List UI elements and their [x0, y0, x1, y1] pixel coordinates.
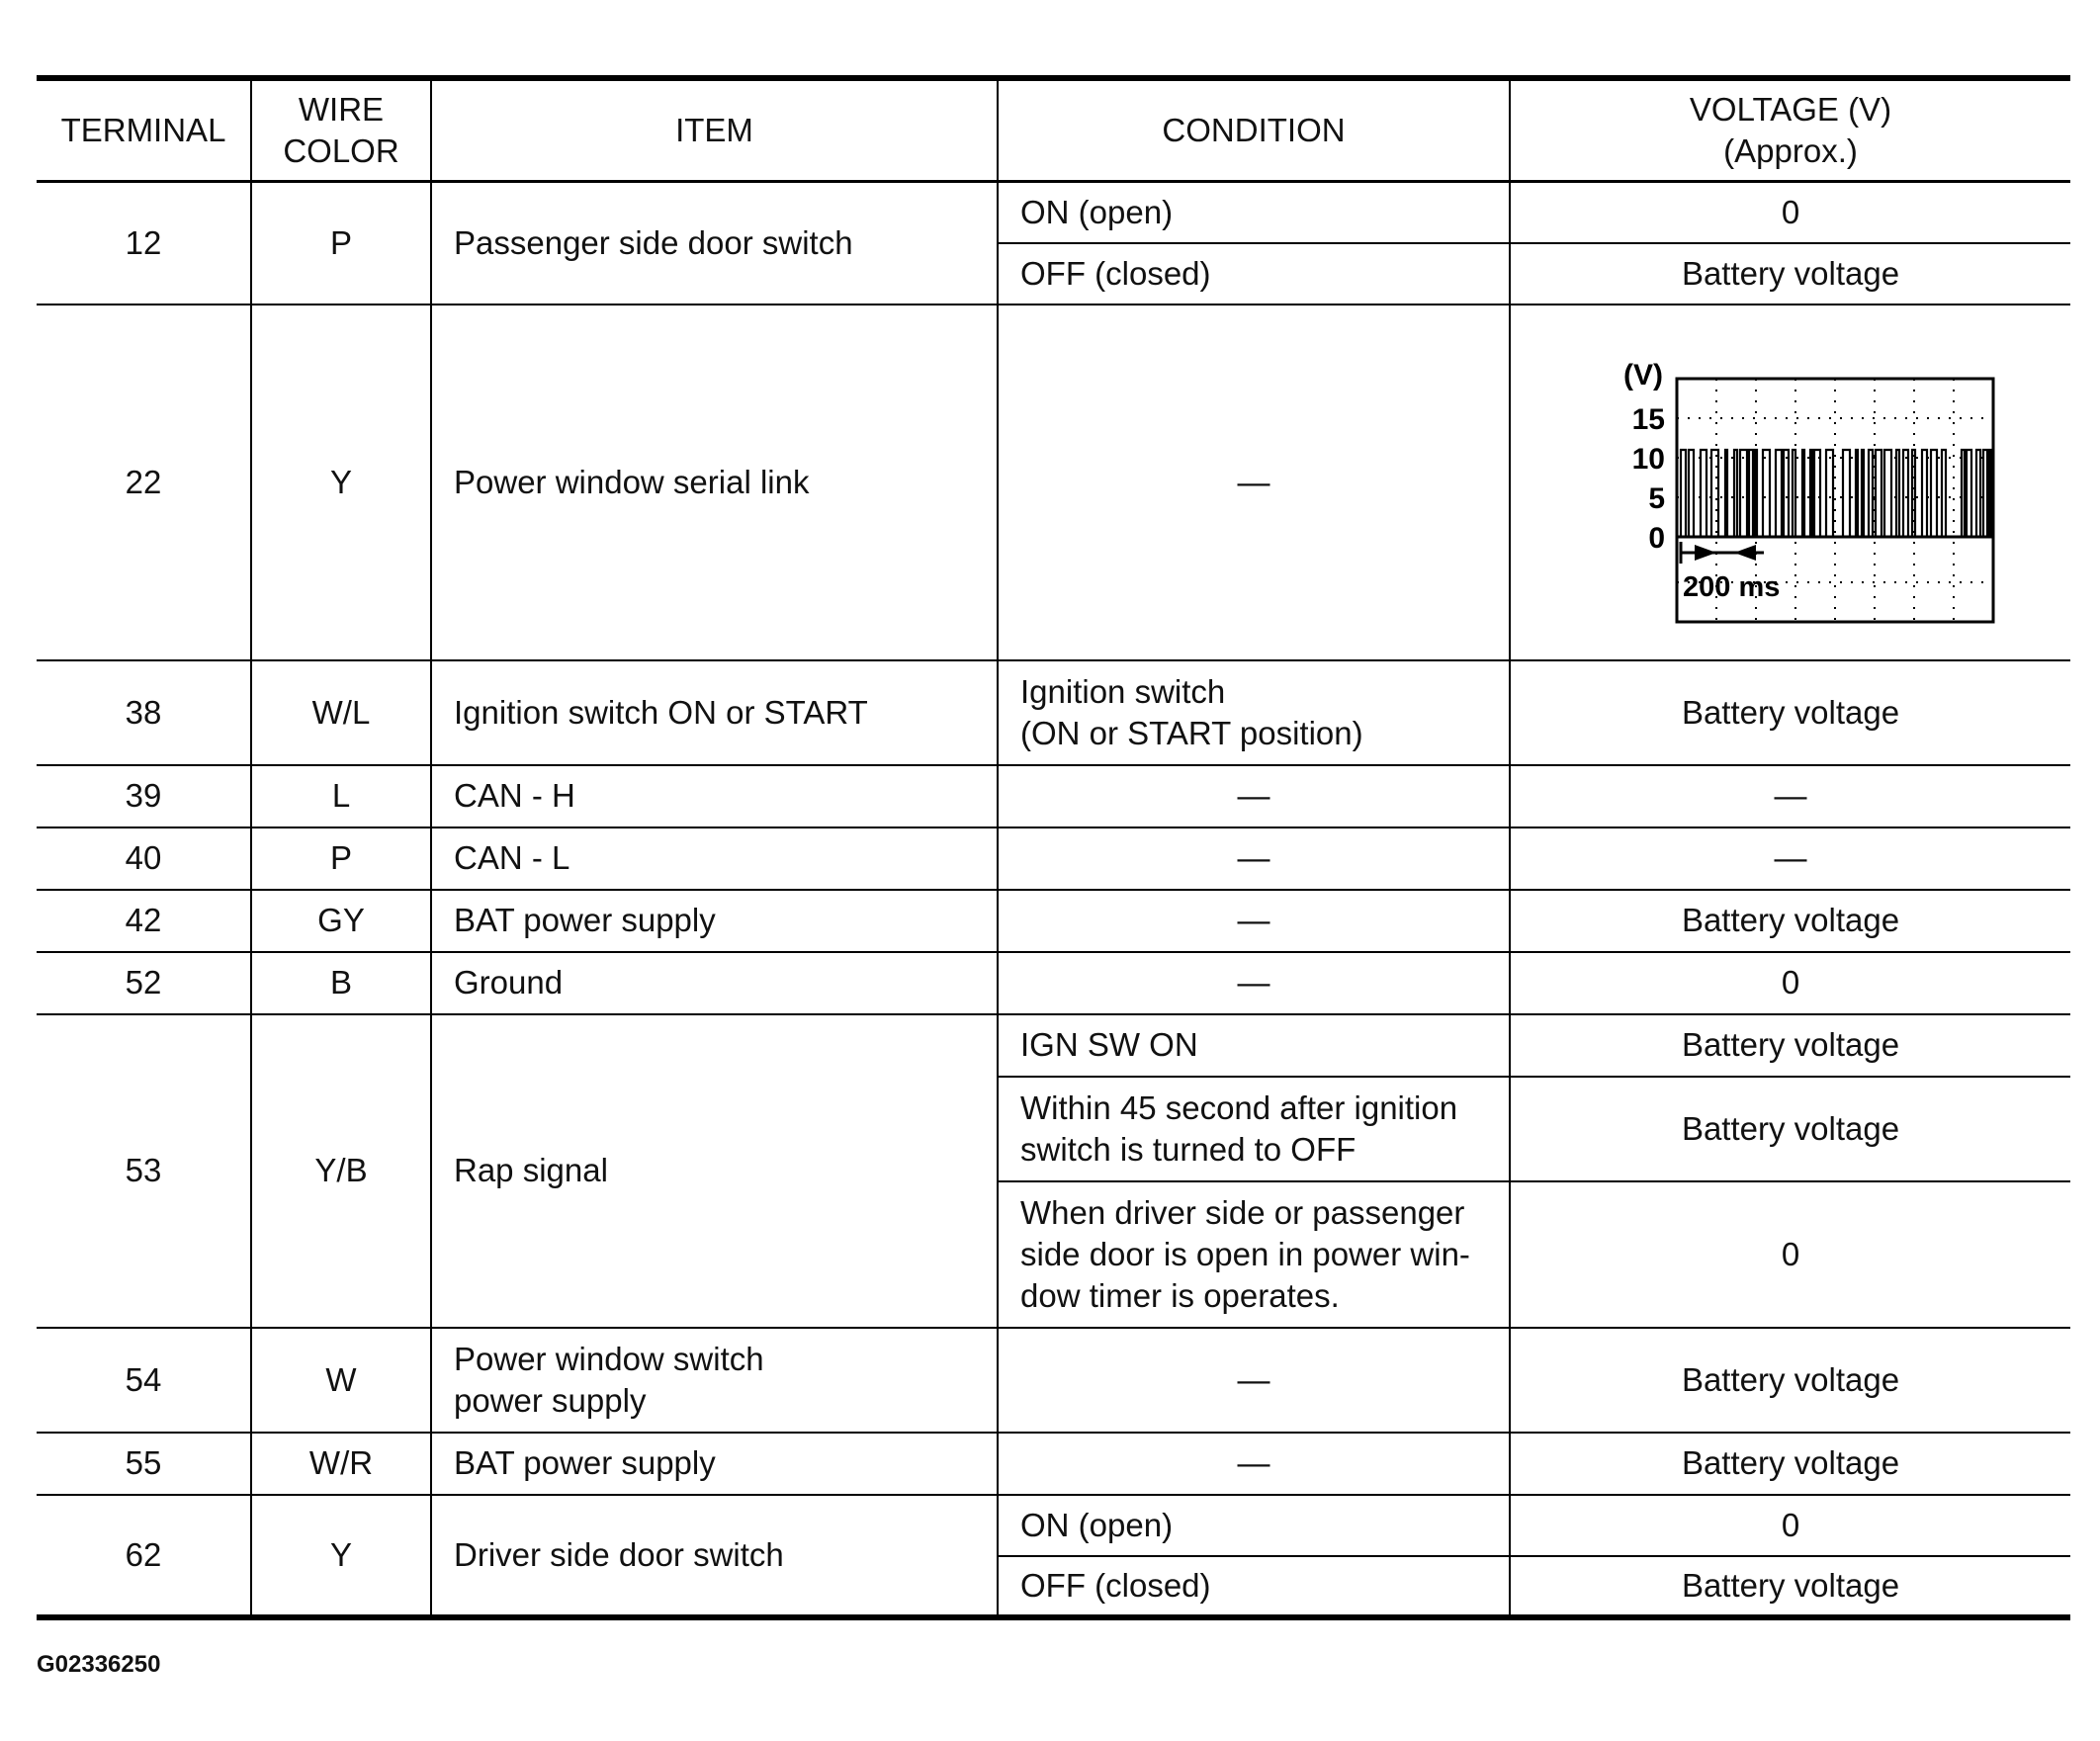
- condition-cell: ON (open): [998, 1495, 1510, 1556]
- terminal-cell: 39: [37, 765, 251, 827]
- table-row: [37, 660, 2070, 765]
- table-row: [37, 890, 2070, 952]
- condition-cell: Within 45 second after ignition switch is turned to OFF: [998, 1077, 1510, 1181]
- terminal-cell: 12: [37, 182, 251, 305]
- chart-y-tick-label: 5: [1648, 481, 1665, 515]
- condition-cell: —: [998, 890, 1510, 952]
- header-voltage: VOLTAGE (V) (Approx.): [1510, 78, 2070, 182]
- time-division-label: 200 ms: [1683, 570, 1781, 603]
- chart-y-tick-label: 0: [1648, 521, 1665, 555]
- wire-color-cell: P: [251, 827, 431, 890]
- wire-color-cell: L: [251, 765, 431, 827]
- item-cell: Passenger side door switch: [431, 182, 998, 305]
- item-cell: CAN - L: [431, 827, 998, 890]
- arrow-left-icon: [1734, 545, 1756, 561]
- terminal-cell: 38: [37, 660, 251, 765]
- figure-code: G02336250: [37, 1651, 161, 1678]
- wire-color-cell: Y: [251, 1495, 431, 1617]
- chart-y-tick-labels: [1632, 403, 1665, 555]
- voltage-cell: Battery voltage: [1510, 890, 2070, 952]
- voltage-cell: Battery voltage: [1510, 243, 2070, 305]
- header-condition: CONDITION: [998, 78, 1510, 182]
- item-cell: Ground: [431, 952, 998, 1014]
- table-row: [37, 305, 2070, 660]
- wire-color-cell: P: [251, 182, 431, 305]
- table-row: [37, 765, 2070, 827]
- voltage-cell: 0: [1510, 952, 2070, 1014]
- voltage-cell: Battery voltage: [1510, 1433, 2070, 1495]
- time-division-marker: [1681, 542, 1764, 564]
- condition-cell: —: [998, 305, 1510, 660]
- terminal-cell: 52: [37, 952, 251, 1014]
- chart-y-axis-label: (V): [1623, 358, 1663, 392]
- condition-cell: ON (open): [998, 182, 1510, 243]
- wire-color-cell: Y/B: [251, 1014, 431, 1328]
- serial-link-waveform-chart: [1578, 339, 2003, 626]
- condition-cell: —: [998, 765, 1510, 827]
- table-row: [37, 1495, 2070, 1556]
- wire-color-cell: Y: [251, 305, 431, 660]
- chart-series-line: [1681, 450, 1991, 537]
- terminal-cell: 54: [37, 1328, 251, 1433]
- item-cell: BAT power supply: [431, 890, 998, 952]
- terminal-cell: 42: [37, 890, 251, 952]
- item-cell: Rap signal: [431, 1014, 998, 1328]
- wire-color-cell: GY: [251, 890, 431, 952]
- arrow-right-icon: [1695, 545, 1716, 561]
- header-wire-color: WIRE COLOR: [251, 78, 431, 182]
- terminal-cell: 62: [37, 1495, 251, 1617]
- terminal-cell: 40: [37, 827, 251, 890]
- header-terminal: TERMINAL: [37, 78, 251, 182]
- table-row: [37, 952, 2070, 1014]
- condition-cell: —: [998, 952, 1510, 1014]
- voltage-cell: —: [1510, 765, 2070, 827]
- condition-cell: When driver side or passenger side door is open in power win- dow timer is operates.: [998, 1181, 1510, 1328]
- voltage-cell: Battery voltage: [1510, 1077, 2070, 1181]
- item-cell: Power window serial link: [431, 305, 998, 660]
- item-cell: Ignition switch ON or START: [431, 660, 998, 765]
- voltage-cell: Battery voltage: [1510, 1328, 2070, 1433]
- condition-cell: OFF (closed): [998, 243, 1510, 305]
- item-cell: BAT power supply: [431, 1433, 998, 1495]
- voltage-cell: Battery voltage: [1510, 1014, 2070, 1077]
- voltage-cell: —: [1510, 827, 2070, 890]
- voltage-cell: Battery voltage: [1510, 660, 2070, 765]
- item-cell: Driver side door switch: [431, 1495, 998, 1617]
- table-row: [37, 1328, 2070, 1433]
- voltage-cell: Battery voltage: [1510, 1556, 2070, 1617]
- condition-cell: —: [998, 827, 1510, 890]
- chart-y-tick-label: 10: [1631, 442, 1665, 476]
- wire-color-cell: W: [251, 1328, 431, 1433]
- chart-series-pulse-train: [1677, 450, 1993, 537]
- voltage-cell: [1510, 305, 2070, 660]
- wire-color-cell: W/L: [251, 660, 431, 765]
- table-header-row: [37, 78, 2070, 182]
- condition-cell: IGN SW ON: [998, 1014, 1510, 1077]
- wire-color-cell: W/R: [251, 1433, 431, 1495]
- voltage-cell: 0: [1510, 1495, 2070, 1556]
- condition-cell: —: [998, 1328, 1510, 1433]
- voltage-cell: 0: [1510, 182, 2070, 243]
- chart-y-tick-label: 15: [1631, 402, 1665, 436]
- voltage-cell: 0: [1510, 1181, 2070, 1328]
- condition-cell: —: [998, 1433, 1510, 1495]
- table-row: [37, 1433, 2070, 1495]
- terminal-specification-table-container: [37, 75, 2070, 1620]
- condition-cell: OFF (closed): [998, 1556, 1510, 1617]
- terminal-cell: 55: [37, 1433, 251, 1495]
- item-cell: CAN - H: [431, 765, 998, 827]
- table-row: [37, 182, 2070, 243]
- item-cell: Power window switch power supply: [431, 1328, 998, 1433]
- wire-color-cell: B: [251, 952, 431, 1014]
- condition-cell: Ignition switch (ON or START position): [998, 660, 1510, 765]
- table-row: [37, 827, 2070, 890]
- terminal-cell: 53: [37, 1014, 251, 1328]
- terminal-cell: 22: [37, 305, 251, 660]
- terminal-specification-table: [37, 75, 2070, 1620]
- header-item: ITEM: [431, 78, 998, 182]
- table-row: [37, 1014, 2070, 1077]
